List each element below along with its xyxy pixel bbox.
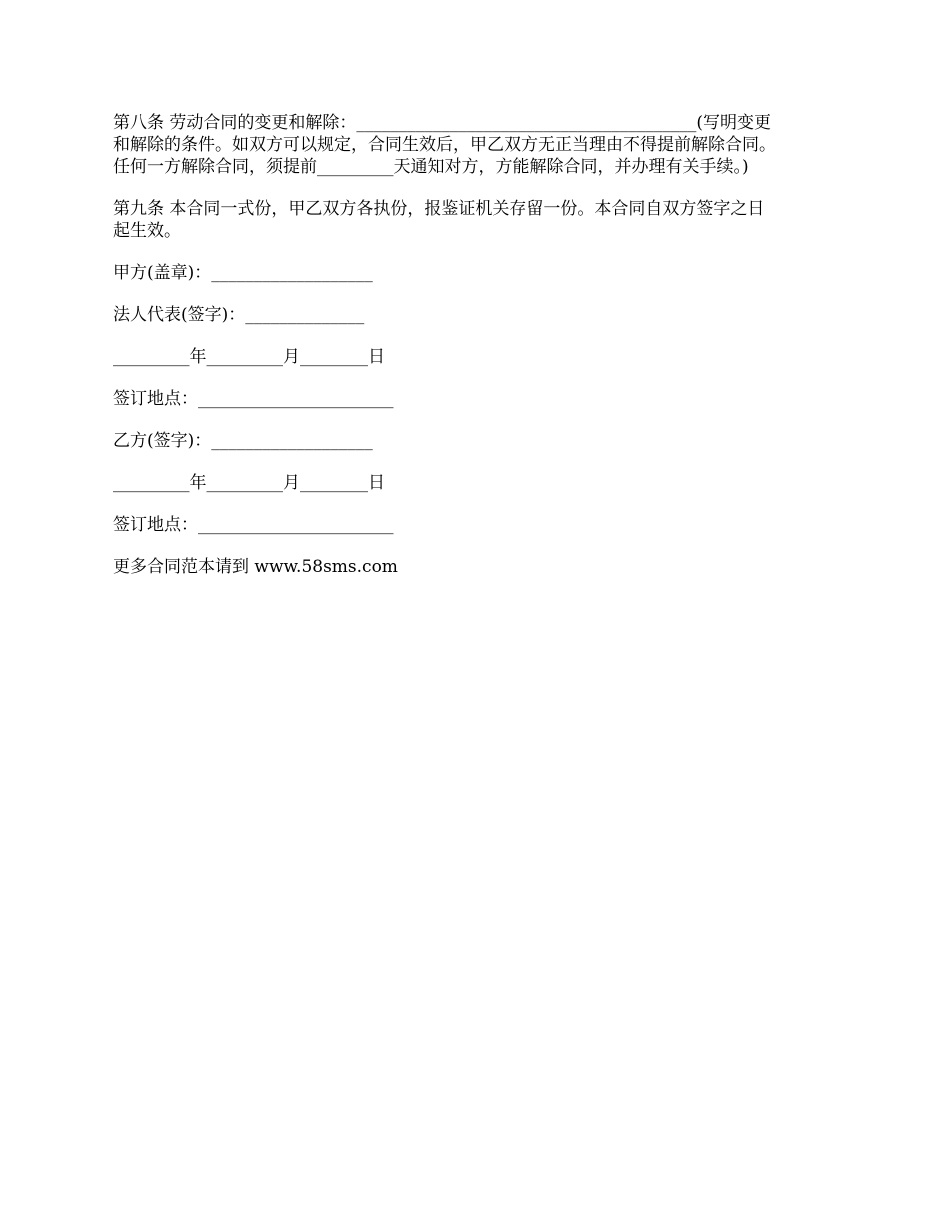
party-a-date-field: _________年_________月________日 [113,347,385,367]
article-9-line-2: 起生效。 [113,221,181,241]
party-b-signature-field: 乙方(签字)：___________________ [113,431,373,451]
article-8-line-1: 第八条 劳动合同的变更和解除：________________________________________(写明变更 [113,113,772,133]
party-a-seal-field: 甲方(盖章)：___________________ [113,263,373,283]
article-9 [113,198,833,242]
article-8 [113,112,833,178]
party-b-place-field: 签订地点：_______________________ [113,515,394,535]
article-8-line-3: 任何一方解除合同，须提前_________天通知对方，方能解除合同，并办理有关手续。) [113,157,749,177]
footer-more-contracts: 更多合同范本请到 www.58sms.com [113,557,398,577]
article-9-line-1: 第九条 本合同一式份，甲乙双方各执份，报鉴证机关存留一份。本合同自双方签字之日 [113,199,765,219]
legal-representative-field: 法人代表(签字)：______________ [113,305,365,325]
party-a-place-field: 签订地点：_______________________ [113,389,394,409]
document-page [113,112,833,598]
article-8-line-2: 和解除的条件。如双方可以规定，合同生效后，甲乙双方无正当理由不得提前解除合同。 [113,135,776,155]
party-b-date-field: _________年_________月________日 [113,473,385,493]
